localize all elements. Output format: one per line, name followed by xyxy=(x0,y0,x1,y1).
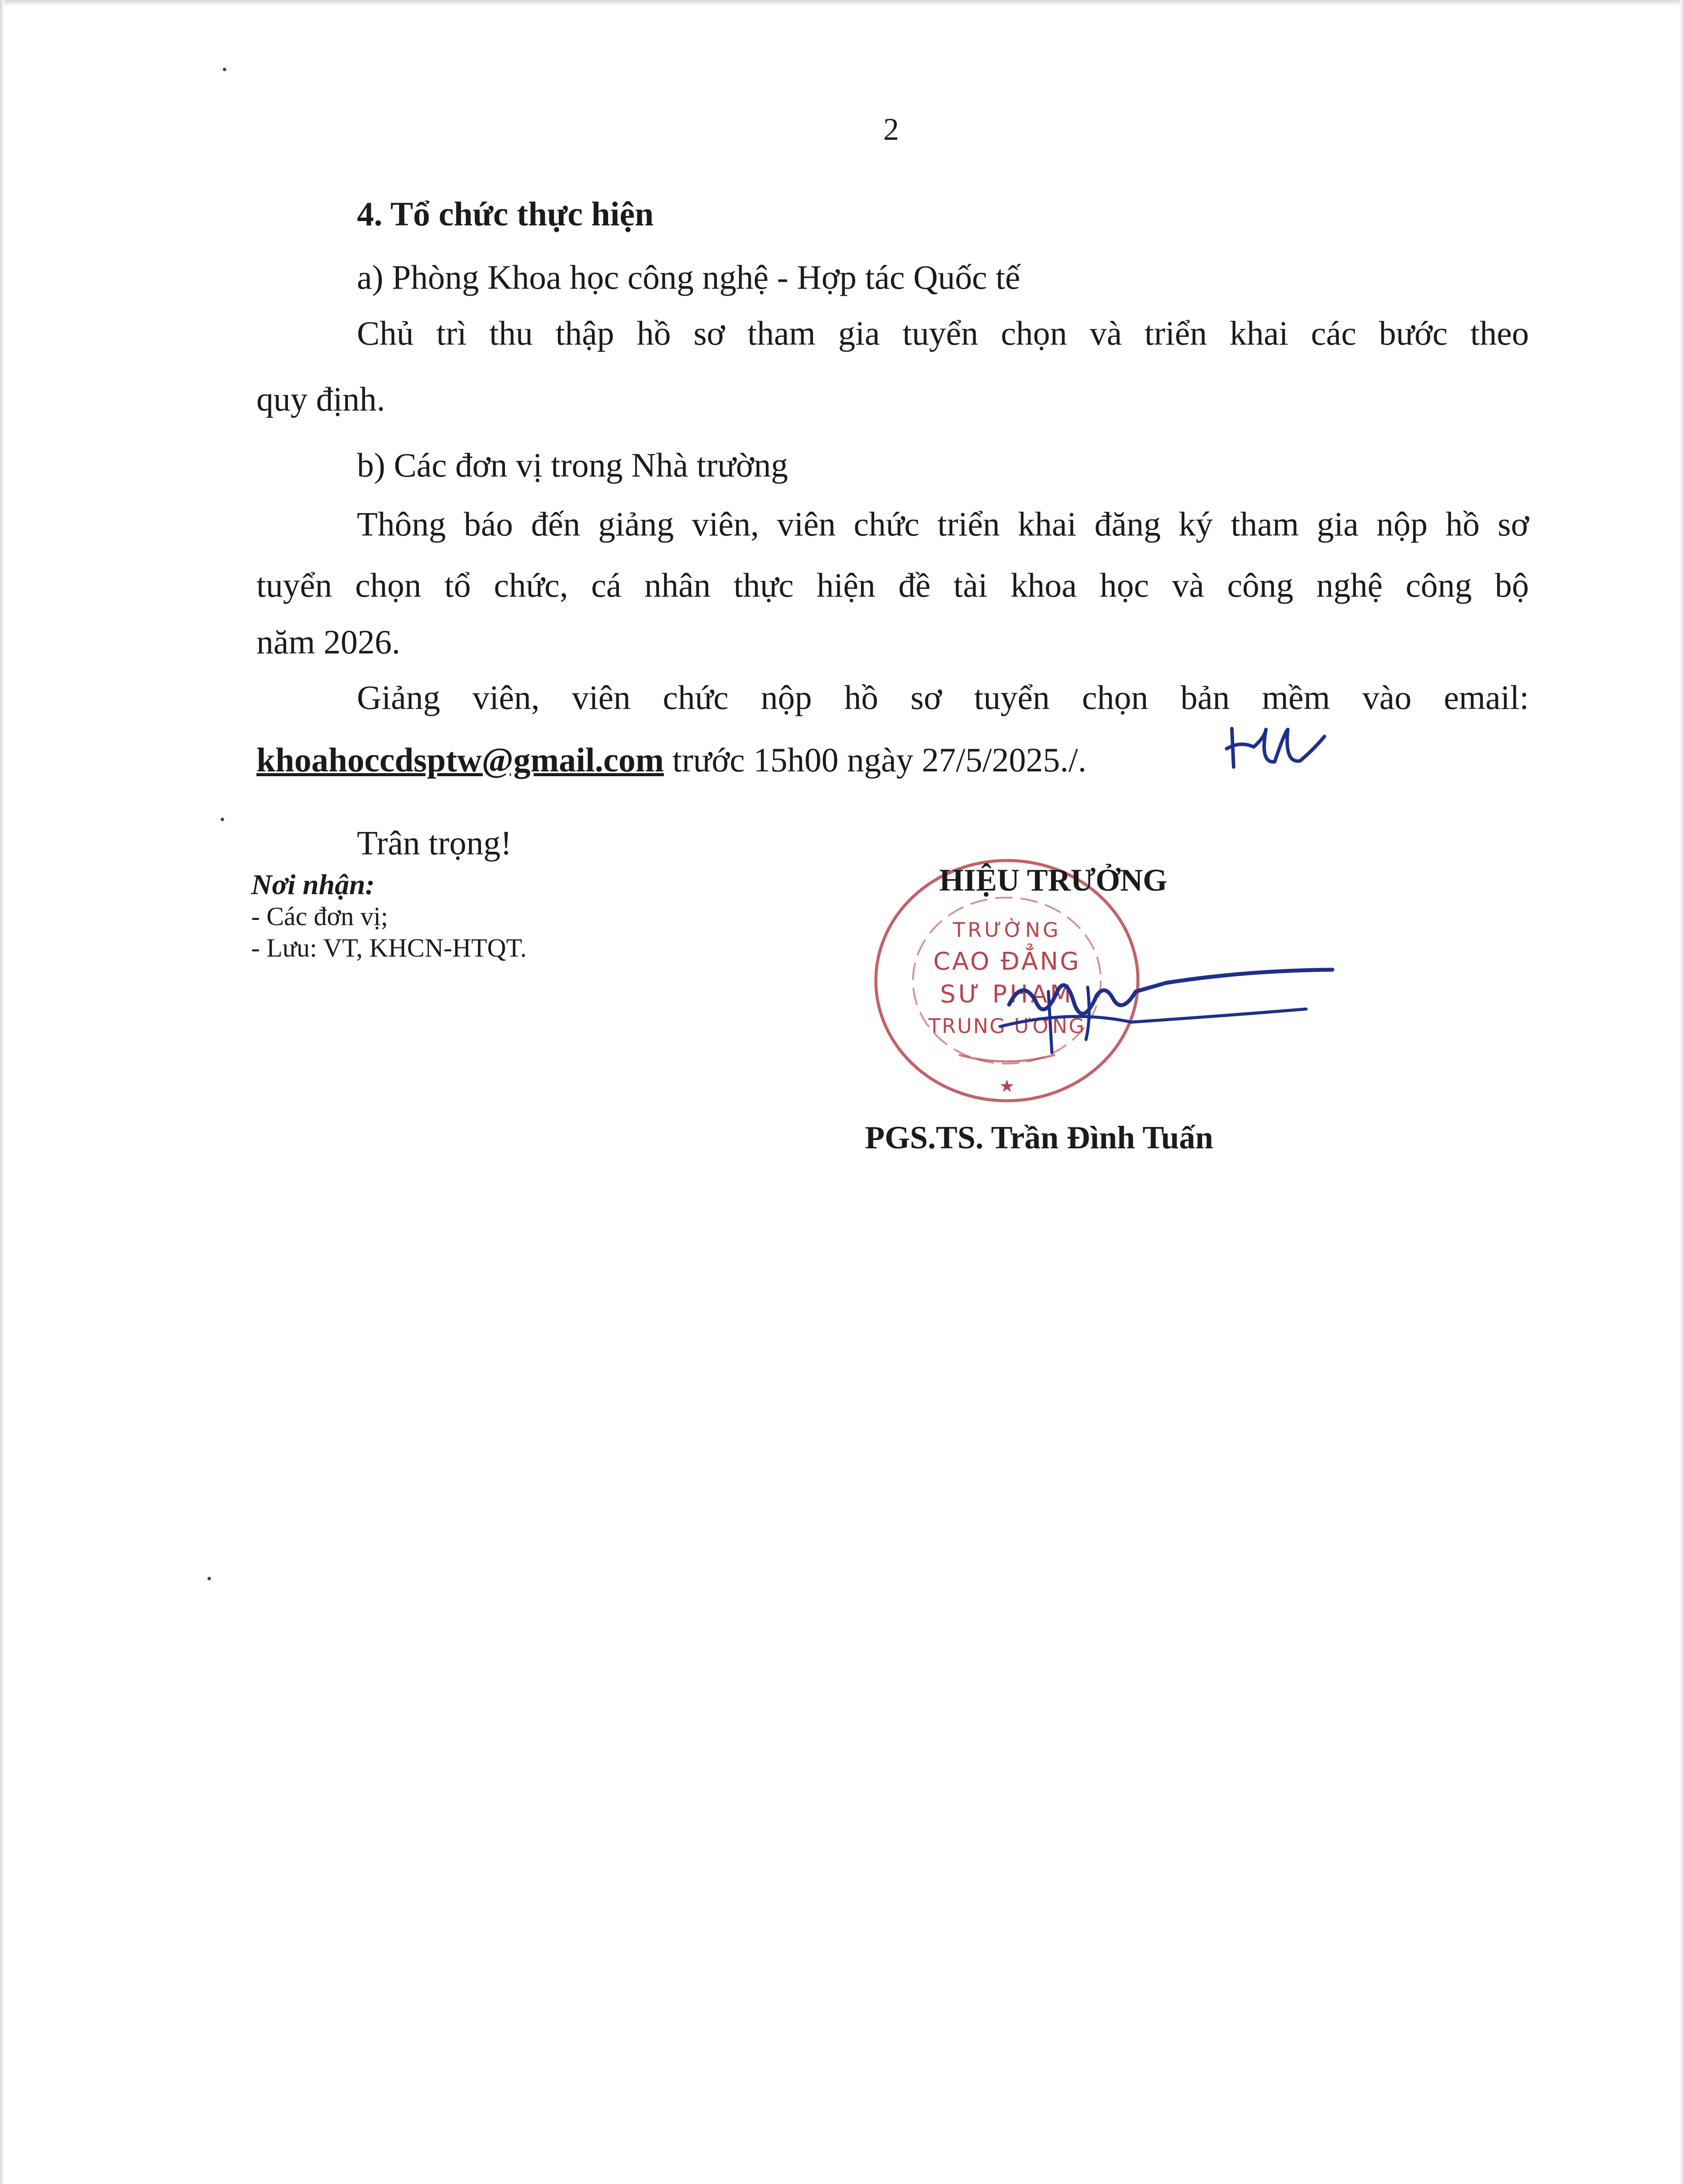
seal-star-icon: ★ xyxy=(999,1076,1015,1096)
recipients-title: Nơi nhận: xyxy=(251,869,375,901)
section-heading: 4. Tổ chức thực hiện xyxy=(357,195,654,233)
scan-speck xyxy=(221,818,224,821)
paragraph-line: quy định. xyxy=(256,380,385,418)
paragraph-line: Thông báo đến giảng viên, viên chức triển khai đăng ký tham gia nộp hồ sơ xyxy=(357,505,1529,543)
closing-greeting: Trân trọng! xyxy=(357,824,512,862)
scan-speck xyxy=(223,68,226,71)
handwritten-initials xyxy=(1223,720,1328,777)
page-edge-top xyxy=(0,0,1684,6)
handwritten-signature xyxy=(983,939,1354,1070)
paragraph-line: Chủ trì thu thập hồ sơ tham gia tuyển chọn và triển khai các bước theo xyxy=(357,314,1529,352)
paragraph-line: năm 2026. xyxy=(256,623,401,661)
deadline-text: trước 15h00 ngày 27/5/2025./. xyxy=(672,741,1087,779)
recipient-item: - Các đơn vị; xyxy=(251,902,388,931)
seal-text-line: TRƯỜNG xyxy=(953,918,1061,942)
page-edge-left xyxy=(0,0,4,2184)
signer-title: HIỆU TRƯỞNG xyxy=(939,863,1168,898)
email-link[interactable]: khoahoccdsptw@gmail.com xyxy=(256,741,664,779)
seal-text-line: TRUNG ƯƠNG xyxy=(928,1014,1086,1038)
item-b-heading: b) Các đơn vị trong Nhà trường xyxy=(357,446,788,484)
paragraph-line xyxy=(256,738,1086,782)
item-a-heading: a) Phòng Khoa học công nghệ - Hợp tác Quốc tế xyxy=(357,258,1020,296)
paragraph-line: tuyển chọn tổ chức, cá nhân thực hiện đề tài khoa học và công nghệ công bộ xyxy=(256,566,1529,604)
recipient-item: - Lưu: VT, KHCN-HTQT. xyxy=(251,933,527,962)
paragraph-line: Giảng viên, viên chức nộp hồ sơ tuyển chọn bản mềm vào email: xyxy=(357,678,1529,716)
recipients-block xyxy=(251,869,527,964)
page-edge-right xyxy=(1680,0,1684,2184)
signer-name: PGS.TS. Trần Đình Tuấn xyxy=(865,1120,1214,1156)
scan-speck xyxy=(207,1577,211,1580)
seal-text-line: CAO ĐẲNG xyxy=(933,947,1081,976)
page-number: 2 xyxy=(883,112,899,147)
seal-text-line: SƯ PHẠM xyxy=(940,980,1074,1009)
